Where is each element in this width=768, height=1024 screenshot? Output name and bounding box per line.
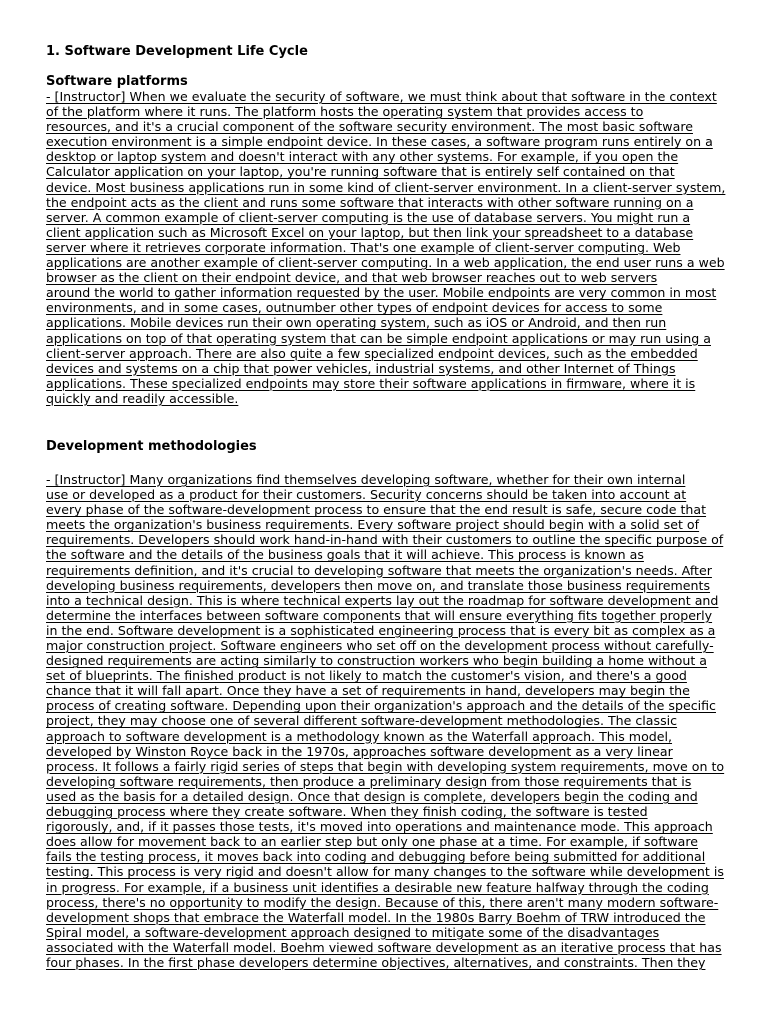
text-line: does allow for movement back to an earlier step but only one phase at a time. For example, if software [46, 834, 699, 850]
text-line: process of creating software. Depending upon their organization's approach and the details of the specific [46, 698, 716, 714]
text-line: meets the organization's business requirements. Every software project should begin with a solid set of [46, 517, 700, 533]
text-line: the software and the details of the business goals that it will achieve. This process is known as [46, 547, 644, 563]
text-line: associated with the Waterfall model. Boehm viewed software development as an iterative process that has [46, 939, 722, 955]
text-line: device. Most business applications run in some kind of client-server environment. In a client-server system, [46, 179, 726, 195]
text-line: requirements definition, and it's crucial to developing software that meets the organization's needs. After [46, 562, 712, 578]
text-line: four phases. In the first phase developers determine objectives, alternatives, and constraints. Then they [46, 954, 706, 970]
text-line: into a technical design. This is where technical experts lay out the roadmap for software development and [46, 592, 719, 608]
text-line: quickly and readily accessible. [46, 390, 239, 406]
text-line: approach to software development is a methodology known as the Waterfall approach. This model, [46, 728, 673, 744]
text-line: applications. These specialized endpoints may store their software applications in firmware, where it is [46, 375, 696, 391]
text-line: devices and systems on a chip that power vehicles, industrial systems, and other Internet of Things [46, 360, 676, 376]
text-line: debugging process where they create software. When they finish coding, the software is tested [46, 804, 648, 820]
text-line: applications. Mobile devices run their own operating system, such as iOS or Android, and then run [46, 315, 667, 331]
text-line: use or developed as a product for their customers. Security concerns should be taken into account at [46, 487, 687, 503]
section-heading-software-platforms: Software platforms [46, 74, 188, 89]
text-line: process. It follows a fairly rigid series of steps that begin with developing system requirements, move on to [46, 758, 725, 774]
text-line: every phase of the software-development process to ensure that the end result is safe, secure code that [46, 502, 707, 518]
text-line: applications on top of that operating system that can be simple endpoint applications or may run using a [46, 330, 711, 346]
text-line: browser as the client on their endpoint device, and that web browser reaches out to web servers [46, 270, 658, 286]
text-line: in progress. For example, if a business unit identifies a desirable new feature halfway through the coding [46, 879, 709, 895]
text-line: developed by Winston Royce back in the 1970s, approaches software development as a very linear [46, 743, 673, 759]
text-line: around the world to gather information requested by the user. Mobile endpoints are very common in most [46, 285, 717, 301]
text-line: designed requirements are acting similarly to construction workers who begin building a home without a [46, 653, 708, 669]
text-line: process, there's no opportunity to modify the design. Because of this, there aren't many modern software- [46, 894, 719, 910]
text-line: resources, and it's a crucial component of the software security environment. The most basic software [46, 119, 693, 135]
text-line: set of blueprints. The finished product is not likely to match the customer's vision, and there's a good [46, 668, 687, 684]
text-line: environments, and in some cases, outnumber other types of endpoint devices for access to some [46, 300, 663, 316]
text-line: - [Instructor] When we evaluate the security of software, we must think about that software in the context [46, 89, 717, 104]
text-line: requirements. Developers should work hand-in-hand with their customers to outline the specific purpose of [46, 532, 724, 548]
text-line: applications are another example of client-server computing. In a web application, the end user runs a web [46, 255, 725, 271]
text-line: Spiral model, a software-development approach designed to mitigate some of the disadvantages [46, 924, 660, 940]
text-line: client application such as Microsoft Excel on your laptop, but then link your spreadsheet to a database [46, 224, 694, 240]
text-line: major construction project. Software engineers who set off on the development process without carefully- [46, 638, 714, 653]
text-line: chance that it will fall apart. Once they have a set of requirements in hand, developers may begin the [46, 683, 690, 699]
text-line: development shops that embrace the Waterfall model. In the 1980s Barry Boehm of TRW introduced the [46, 909, 706, 925]
text-line: developing software requirements, then produce a preliminary design from those requirements that is [46, 773, 692, 789]
section-body-software-platforms [46, 89, 726, 406]
text-line: rigorously, and, if it passes those tests, it's moved into operations and maintenance mode. This approach [46, 819, 713, 835]
text-line: testing. This process is very rigid and doesn't allow for many changes to the software while development is [46, 864, 724, 880]
document-title: 1. Software Development Life Cycle [46, 44, 308, 59]
section-heading-development-methodologies: Development methodologies [46, 438, 257, 454]
text-line: server. A common example of client-server computing is the use of database servers. You might run a [46, 209, 691, 225]
text-line: - [Instructor] Many organizations find themselves developing software, whether for their own internal [46, 471, 686, 487]
text-line: project, they may choose one of several different software-development methodologies. The classic [46, 713, 678, 729]
text-line: fails the testing process, it moves back into coding and debugging before being submitted for additional [46, 849, 706, 865]
text-line: used as the basis for a detailed design. Once that design is complete, developers begin the coding and [46, 788, 698, 804]
text-line: client-server approach. There are also quite a few specialized endpoint devices, such as the embedded [46, 345, 698, 361]
document-page [46, 44, 726, 970]
text-line: desktop or laptop system and doesn't interact with any other systems. For example, if you open the [46, 149, 679, 165]
text-line: server where it retrieves corporate information. That's one example of client-server computing. Web [46, 239, 681, 255]
text-line: Calculator application on your laptop, you're running software that is entirely self contained on that [46, 164, 675, 180]
section-body-development-methodologies [46, 472, 726, 970]
text-line: determine the interfaces between software components that will ensure everything fits together properly [46, 607, 713, 623]
text-line: in the end. Software development is a sophisticated engineering process that is every bit as complex as a [46, 622, 716, 638]
text-line: of the platform where it runs. The platform hosts the operating system that provides access to [46, 104, 644, 120]
text-line: execution environment is a simple endpoint device. In these cases, a software program runs entirely on a [46, 134, 713, 150]
text-line: developing business requirements, developers then move on, and translate those business requirements [46, 577, 711, 593]
text-line: the endpoint acts as the client and runs some software that interacts with other software running on a [46, 194, 694, 210]
